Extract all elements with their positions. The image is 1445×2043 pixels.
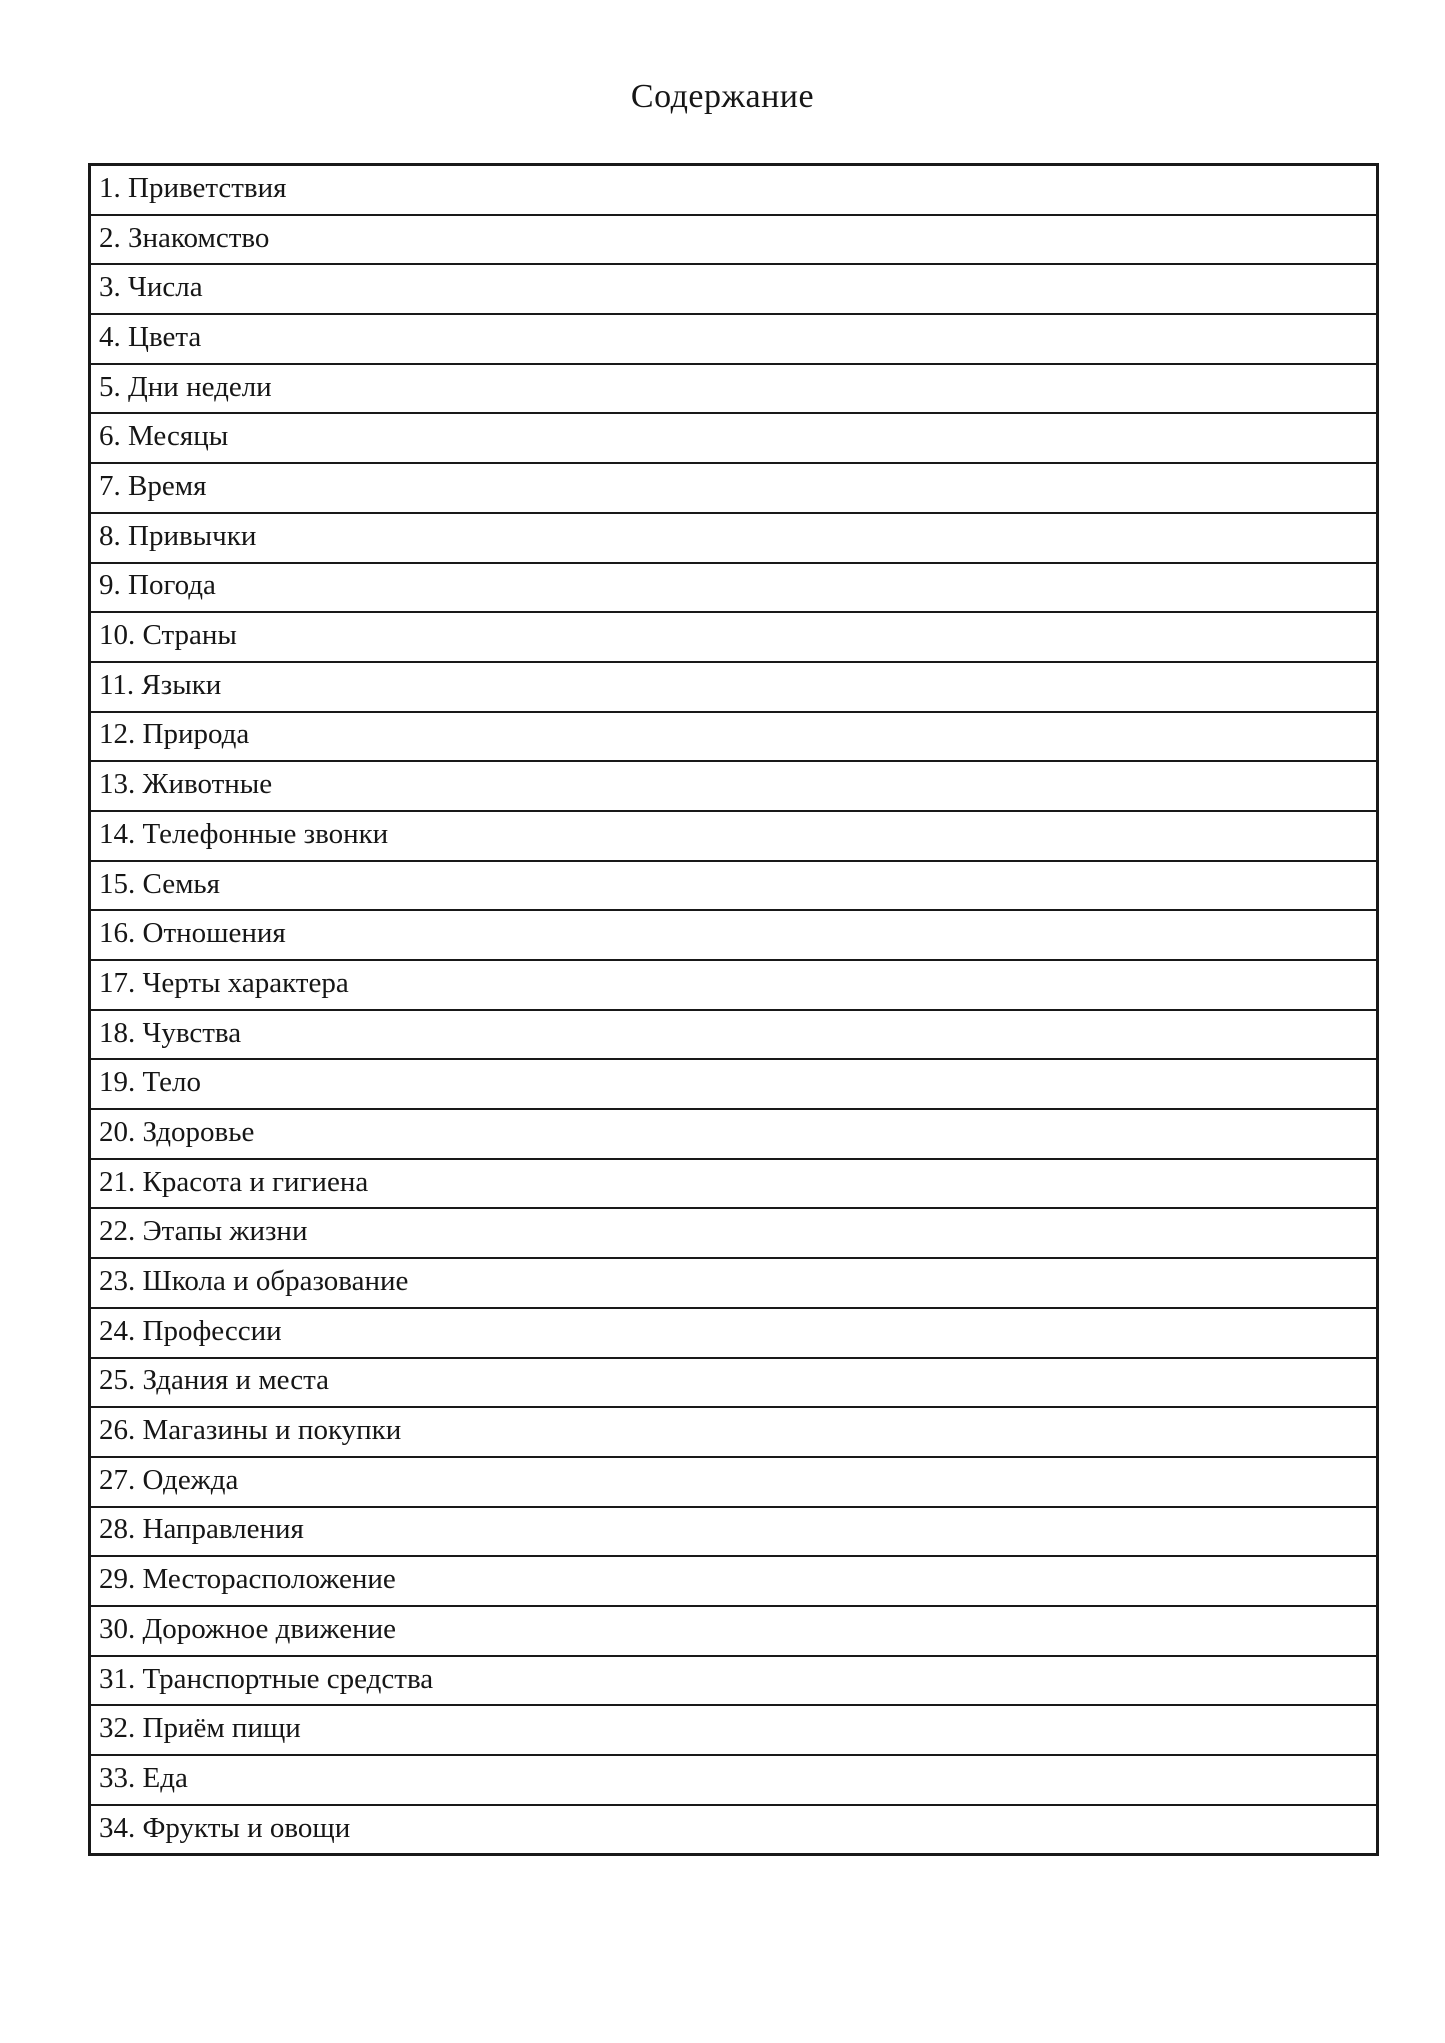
toc-item-label: 5. Дни недели xyxy=(90,364,1378,414)
table-row xyxy=(90,910,1378,960)
toc-item-label: 14. Телефонные звонки xyxy=(90,811,1378,861)
toc-item-label: 2. Знакомство xyxy=(90,215,1378,265)
toc-item-label: 3. Числа xyxy=(90,264,1378,314)
toc-item-label: 22. Этапы жизни xyxy=(90,1208,1378,1258)
table-row xyxy=(90,165,1378,215)
table-row xyxy=(90,761,1378,811)
toc-item-label: 15. Семья xyxy=(90,861,1378,911)
toc-item-label: 28. Направления xyxy=(90,1507,1378,1557)
table-row xyxy=(90,1705,1378,1755)
page-title: Содержание xyxy=(630,78,815,115)
toc-item-label: 20. Здоровье xyxy=(90,1109,1378,1159)
table-row xyxy=(90,264,1378,314)
table-row xyxy=(90,1358,1378,1408)
toc-item-label: 19. Тело xyxy=(90,1059,1378,1109)
toc-table xyxy=(88,163,1379,1856)
toc-item-label: 31. Транспортные средства xyxy=(90,1656,1378,1706)
toc-table-body xyxy=(90,165,1378,1855)
table-row xyxy=(90,1308,1378,1358)
table-row xyxy=(90,314,1378,364)
toc-item-label: 12. Природа xyxy=(90,712,1378,762)
table-row xyxy=(90,364,1378,414)
toc-item-label: 17. Черты характера xyxy=(90,960,1378,1010)
table-row xyxy=(90,1457,1378,1507)
toc-item-label: 18. Чувства xyxy=(90,1010,1378,1060)
table-row xyxy=(90,463,1378,513)
toc-item-label: 30. Дорожное движение xyxy=(90,1606,1378,1656)
table-row xyxy=(90,215,1378,265)
toc-item-label: 1. Приветствия xyxy=(90,165,1378,215)
toc-item-label: 24. Профессии xyxy=(90,1308,1378,1358)
toc-item-label: 32. Приём пищи xyxy=(90,1705,1378,1755)
table-row xyxy=(90,1805,1378,1855)
toc-item-label: 29. Месторасположение xyxy=(90,1556,1378,1606)
table-row xyxy=(90,1109,1378,1159)
toc-item-label: 23. Школа и образование xyxy=(90,1258,1378,1308)
table-row xyxy=(90,1208,1378,1258)
table-row xyxy=(90,563,1378,613)
table-row xyxy=(90,861,1378,911)
toc-item-label: 11. Языки xyxy=(90,662,1378,712)
table-row xyxy=(90,1606,1378,1656)
table-row xyxy=(90,1059,1378,1109)
table-row xyxy=(90,413,1378,463)
toc-item-label: 26. Магазины и покупки xyxy=(90,1407,1378,1457)
table-row xyxy=(90,1556,1378,1606)
table-row xyxy=(90,712,1378,762)
toc-item-label: 9. Погода xyxy=(90,563,1378,613)
toc-item-label: 6. Месяцы xyxy=(90,413,1378,463)
toc-item-label: 4. Цвета xyxy=(90,314,1378,364)
table-row xyxy=(90,1656,1378,1706)
table-row xyxy=(90,1407,1378,1457)
toc-item-label: 8. Привычки xyxy=(90,513,1378,563)
table-row xyxy=(90,1159,1378,1209)
toc-item-label: 33. Еда xyxy=(90,1755,1378,1805)
table-row xyxy=(90,662,1378,712)
table-row xyxy=(90,811,1378,861)
toc-item-label: 34. Фрукты и овощи xyxy=(90,1805,1378,1855)
table-row xyxy=(90,1507,1378,1557)
toc-item-label: 27. Одежда xyxy=(90,1457,1378,1507)
table-row xyxy=(90,612,1378,662)
toc-item-label: 7. Время xyxy=(90,463,1378,513)
table-row xyxy=(90,960,1378,1010)
table-row xyxy=(90,1010,1378,1060)
toc-item-label: 13. Животные xyxy=(90,761,1378,811)
toc-item-label: 21. Красота и гигиена xyxy=(90,1159,1378,1209)
table-row xyxy=(90,513,1378,563)
toc-item-label: 25. Здания и места xyxy=(90,1358,1378,1408)
table-row xyxy=(90,1755,1378,1805)
toc-item-label: 16. Отношения xyxy=(90,910,1378,960)
table-row xyxy=(90,1258,1378,1308)
toc-item-label: 10. Страны xyxy=(90,612,1378,662)
